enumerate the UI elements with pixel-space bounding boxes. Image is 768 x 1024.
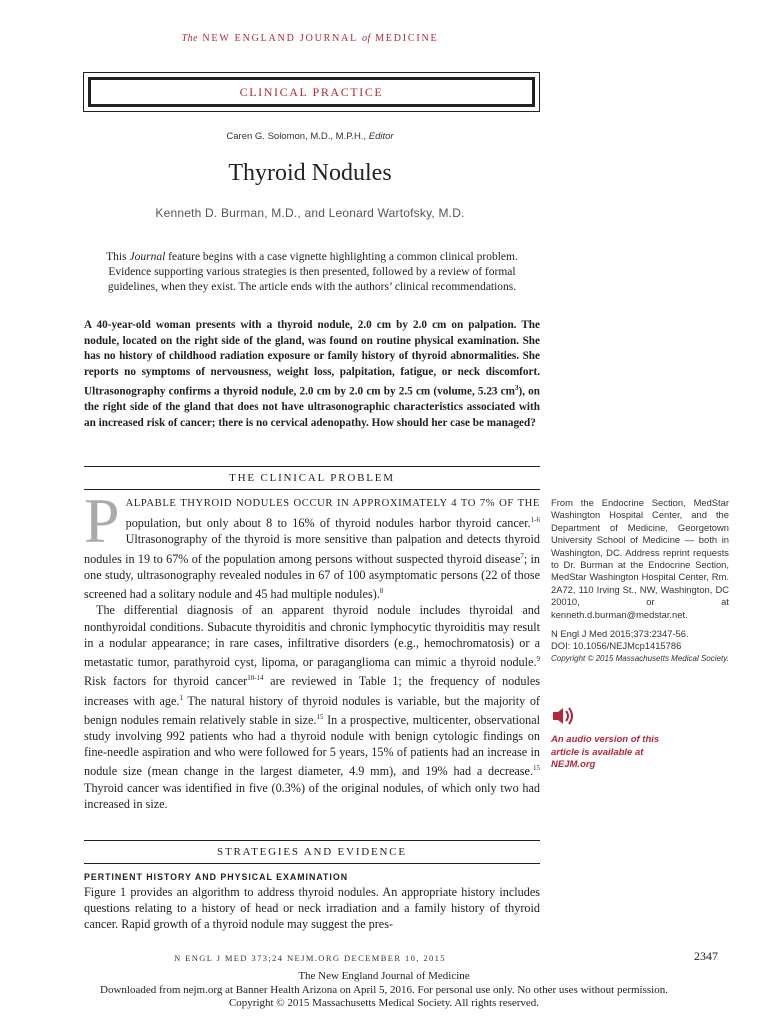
feature-journal: Journal (129, 251, 166, 263)
section-label-box (83, 72, 540, 112)
section-heading-label: THE CLINICAL PROBLEM (229, 472, 395, 484)
page-number: 2347 (694, 949, 718, 963)
article-title: Thyroid Nodules (228, 160, 392, 186)
article-authors: Kenneth D. Burman, M.D., and Leonard Wartofsky, M.D. (155, 206, 465, 220)
p2-text-a: The differential diagnosis of an apparent thyroid nodule includes thyroidal and nonthyroidal conditions. Subacute thyroiditis and chronic lymphocytic thyroiditis may result in a nodular appearance; in rare cases, infiltrative disorders (e.g., hemochromatosis) or a metastatic tumor, parathyroid cyst, lipoma, or paraganglioma can mimic a thyroid nodule. (84, 603, 540, 670)
ref-superscript: 7 (520, 551, 524, 560)
editor-role: Editor (368, 131, 394, 142)
ref-superscript: 10-14 (247, 674, 264, 683)
p2-text-f: Thyroid cancer was identified in five (0.3%) of the original nodules, of which only two had increased in size. (84, 780, 540, 811)
p2-text-d: The natural history of thyroid nodules is variable, but the majority of benign nodules remain relatively stable in size. (84, 693, 540, 727)
p2-text-b: Risk factors for thyroid cancer (84, 674, 248, 689)
journal-header (0, 33, 620, 44)
ref-superscript: 1 (179, 693, 183, 702)
download-note-access: Downloaded from nejm.org at Banner Health Arizona on April 5, 2016. For personal use only. No other uses without permission. (100, 983, 668, 996)
p2-text-e: In a prospective, multicenter, observational study involving 992 patients who had a thyroid nodule with benign cytologic findings on fine-needle aspiration and who were followed for 5 years, 15% of patients had an increase in nodule size (mean change in the largest diameter, 4.9 mm), and 19% had a decrease. (84, 712, 541, 779)
ref-superscript: 1-6 (530, 516, 540, 525)
download-note (0, 970, 768, 1011)
section-heading-strategies (84, 840, 540, 864)
p1-text-b: Ultrasonography of the thyroid is more sensitive than palpation and detects thyroid nodules in 19 to 67% of the population among persons without suspected thyroid disease (84, 532, 540, 566)
running-footer-text: N ENGL J MED 373;24 NEJM.ORG DECEMBER 10, 2015 (174, 953, 446, 963)
feature-post: feature begins with a case vignette highlighting a common clinical problem. Evidence supporting various strategies is then presented, followed by a review of formal guidelines, when they exist. The article ends with the authors’ clinical recommendations. (107, 251, 518, 293)
lead-in-text: ALPABLE THYROID NODULES OCCUR IN APPROXIMATELY 4 TO 7% OF THE (125, 498, 540, 509)
audio-version-note[interactable]: An audio version of this article is available at NEJM.org (551, 734, 660, 770)
paragraph-1 (84, 485, 540, 602)
section-heading-clinical-problem (84, 466, 540, 490)
running-footer (0, 951, 768, 965)
journal-header-name: NEW ENGLAND JOURNAL (202, 33, 358, 44)
editor-name: Caren G. Solomon, M.D., M.P.H., (226, 131, 367, 142)
paragraph-2 (84, 602, 540, 812)
download-note-copyright: Copyright © 2015 Massachusetts Medical Society. All rights reserved. (228, 997, 540, 1009)
body-strategies (84, 884, 540, 933)
copyright: Copyright © 2015 Massachusetts Medical Society. (551, 653, 729, 663)
ref-superscript: 9 (536, 655, 540, 664)
citation-block (551, 628, 729, 665)
section-label: CLINICAL PRACTICE (88, 77, 535, 107)
case-vignette (84, 318, 540, 432)
ref-superscript: 15 (316, 712, 324, 721)
feature-description (84, 250, 540, 295)
p2-text-c: are reviewed in Table 1; the frequency of nodules increases with age. (84, 674, 540, 708)
speaker-icon[interactable] (551, 705, 579, 727)
vignette-text-1: A 40-year-old woman presents with a thyroid nodule, 2.0 cm by 2.0 cm on palpation. The nodule, located on the right side of the gland, was found on routine physical examination. She has no history of childhood radiation exposure or family history of thyroid abnormalities. She reports no symptoms of nervousness, weight loss, palpitation, fatigue, or neck discomfort. Ultrasonography confirms a thyroid nodule, 2.0 cm by 2.0 cm by 2.5 cm (volume, 5.23 cm (84, 319, 540, 398)
ref-superscript: 15 (533, 764, 540, 773)
author-affiliation: From the Endocrine Section, MedStar Washington Hospital Center, and the Department of Medicine, Georgetown University School of Medicine — both in Washington, DC. Address reprint requests to Dr. Burman at the Endocrine Section, MedStar Washington Hospital Center, Rm. 2A72, 110 Irving St., NW, Washington, DC 20010, or at kenneth.d.burman@medstar.net. (551, 497, 729, 620)
p1-text-a: population, but only about 8 to 16% of thyroid nodules harbor thyroid cancer. (125, 516, 531, 531)
vignette-text-2: ), on the right side of the gland that does not have ultrasonographic characteristics associated with an increased risk of cancer; there is no cervical adenopathy. How should her case be managed? (84, 385, 541, 429)
download-note-journal: The New England Journal of Medicine (298, 970, 470, 982)
subsection-heading-history: PERTINENT HISTORY AND PHYSICAL EXAMINATION (84, 872, 349, 882)
ref-superscript: 8 (379, 587, 384, 596)
doi-link[interactable]: DOI: 10.1056/NEJMcp1415786 (551, 640, 682, 652)
citation: N Engl J Med 2015;373:2347-56. (551, 628, 689, 639)
editor-line (0, 131, 620, 142)
vignette-superscript: 3 (514, 383, 519, 392)
paragraph-3: Figure 1 provides an algorithm to address thyroid nodules. An appropriate history includes questions relating to a history of head or neck irradiation and a family history of thyroid cancer. Rapid growth of a thyroid nodule may suggest the pres- (84, 885, 540, 932)
drop-cap: P (84, 485, 120, 556)
section-heading-label: STRATEGIES AND EVIDENCE (217, 846, 407, 858)
p1-text-c: ; in one study, ultrasonography revealed nodules in 67 of 100 asymptomatic persons (22 of those screened had a solitary nodule and 45 had multiple nodules). (84, 551, 540, 602)
feature-pre: This (106, 251, 127, 263)
journal-header-of: of (362, 33, 371, 44)
journal-header-medicine: MEDICINE (375, 33, 439, 44)
journal-header-the: The (181, 33, 199, 44)
body-clinical-problem (84, 485, 541, 812)
